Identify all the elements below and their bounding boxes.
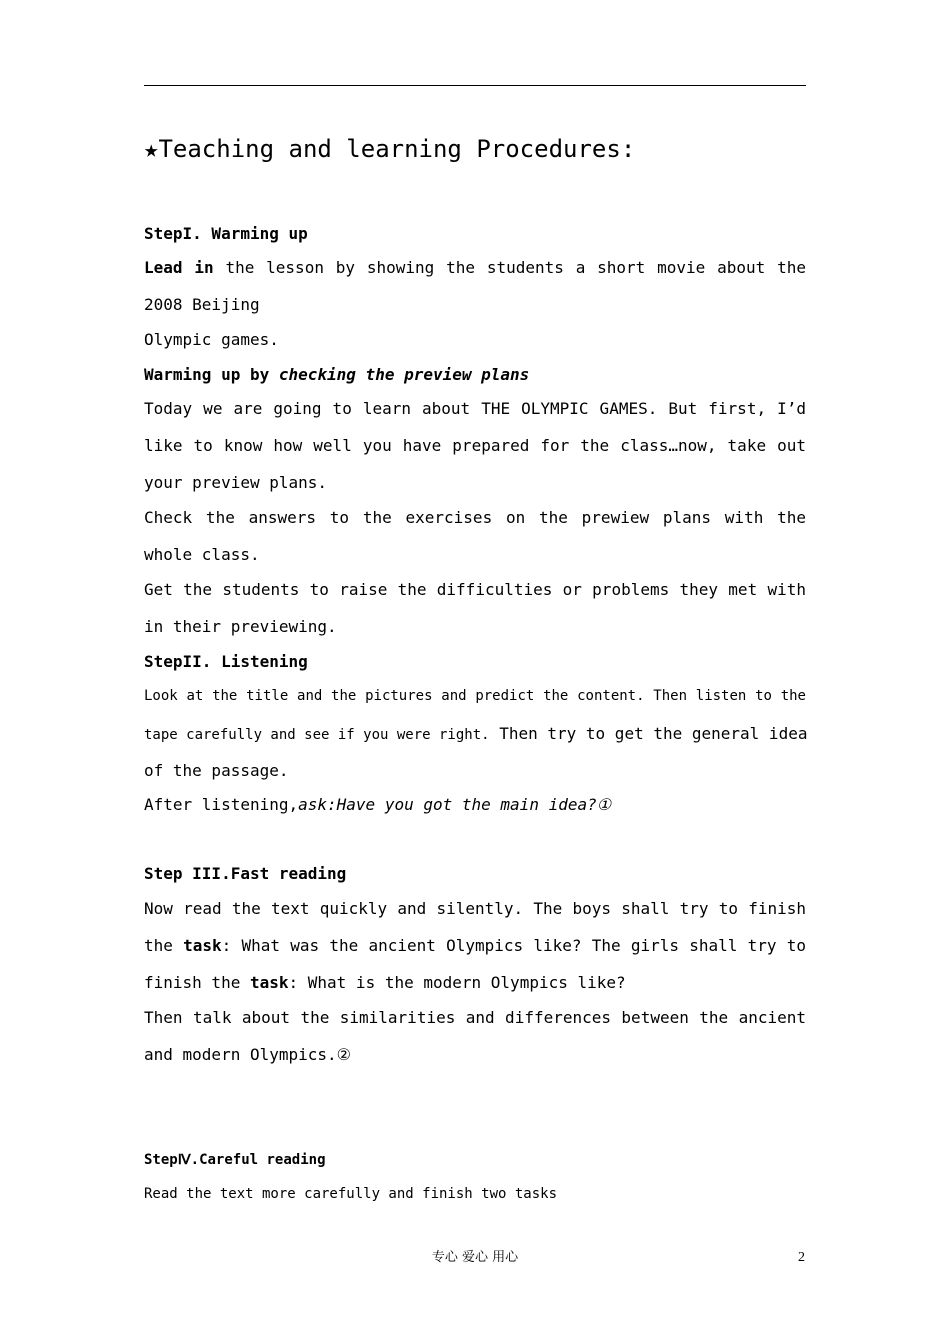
step4-heading: StepⅣ.Careful reading bbox=[144, 1152, 326, 1168]
step1-para1-line3: your preview plans. bbox=[144, 473, 328, 492]
step3-line3 bbox=[144, 973, 806, 993]
step2-line1: Look at the title and the pictures and predict the content. Then listen to the bbox=[144, 688, 806, 704]
step1-lead-line2: 2008 Beijing bbox=[144, 295, 260, 314]
step2-ask-line bbox=[144, 795, 806, 815]
page-title: ★Teaching and learning Procedures: bbox=[144, 135, 636, 163]
step3-line3-a: finish the bbox=[144, 973, 250, 992]
ask-italic: ask:Have you got the main idea?① bbox=[298, 795, 612, 814]
step2-line2-rest: Then try to get the general idea bbox=[489, 724, 808, 743]
step3-line2 bbox=[144, 936, 806, 956]
header-rule bbox=[144, 85, 806, 86]
lead-in-rest: the lesson by showing the students a short movie about the bbox=[213, 258, 806, 277]
step3-line5: and modern Olympics.② bbox=[144, 1045, 351, 1064]
task-bold: task bbox=[183, 936, 222, 955]
step3-line1: Now read the text quickly and silently. The boys shall try to finish bbox=[144, 899, 806, 918]
ask-plain: After listening, bbox=[144, 795, 299, 814]
warm-bold: Warming up by bbox=[144, 365, 279, 384]
step3-line2-a: the bbox=[144, 936, 184, 955]
step2-line3: of the passage. bbox=[144, 761, 289, 780]
page-footer: 专心 爱心 用心 bbox=[431, 1250, 519, 1265]
step1-para2-line2: whole class. bbox=[144, 545, 260, 564]
step1-lead-line3: Olympic games. bbox=[144, 330, 279, 349]
step3-line2-b: : What was the ancient Olympics like? The girls shall try to bbox=[221, 936, 807, 955]
task-bold: task bbox=[249, 973, 289, 992]
step1-lead-line bbox=[144, 258, 806, 278]
step2-line2 bbox=[144, 724, 806, 745]
step1-para3-line2: in their previewing. bbox=[144, 617, 337, 636]
step3-heading: Step III.Fast reading bbox=[144, 864, 347, 883]
lead-in-bold: Lead in bbox=[144, 258, 214, 277]
step3-line3-b: : What is the modern Olympics like? bbox=[288, 973, 626, 992]
step3-line4: Then talk about the similarities and differences between the ancient bbox=[144, 1008, 806, 1027]
step1-warm-line bbox=[144, 365, 806, 385]
step1-para1-line2: like to know how well you have prepared for the class…now, take out bbox=[144, 436, 806, 455]
warm-italic: checking the preview plans bbox=[278, 365, 530, 384]
step1-para3-line1: Get the students to raise the difficulties or problems they met with bbox=[144, 580, 806, 599]
step1-para1-line1: Today we are going to learn about THE OLYMPIC GAMES. But first, I’d bbox=[144, 399, 806, 418]
step2-line2-small: tape carefully and see if you were right. bbox=[144, 727, 490, 743]
step1-para2-line1: Check the answers to the exercises on the prewiew plans with the bbox=[144, 508, 806, 527]
page-number: 2 bbox=[798, 1250, 805, 1265]
step2-heading: StepII. Listening bbox=[144, 652, 308, 671]
step1-heading: StepI. Warming up bbox=[144, 224, 308, 243]
step4-line1: Read the text more carefully and finish two tasks bbox=[144, 1186, 558, 1202]
